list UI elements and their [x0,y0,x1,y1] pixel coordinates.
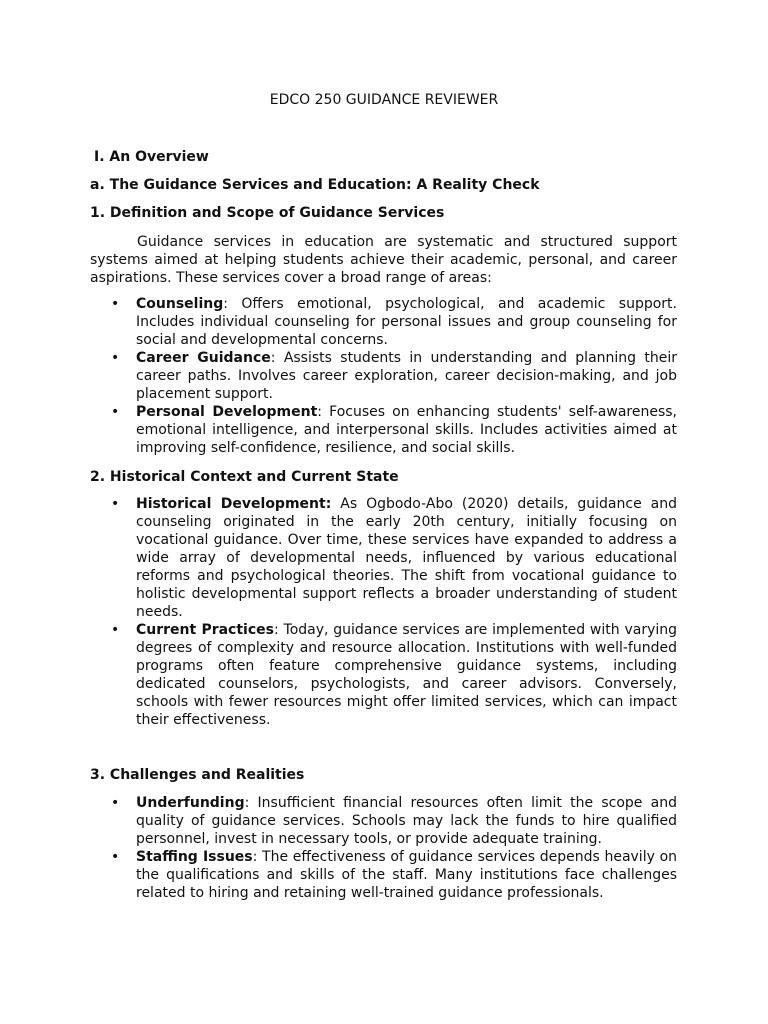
historical-list [90,495,677,729]
bullet-icon: • [111,496,120,512]
list-item [90,403,677,457]
item-term: Personal Development [136,404,318,420]
bullet-icon: • [111,404,120,420]
item-term: Staffing Issues [136,849,253,865]
item-text: : Insufficient financial resources often limit the scope and quality of guidance services. Schools may lack the funds to hire qualified personnel, invest in necessary tools, or provide adequate training. [136,795,677,847]
document-title: EDCO 250 GUIDANCE REVIEWER [269,92,499,108]
item-term: Current Practices [136,622,274,638]
bullet-icon: • [111,296,120,312]
list-item [90,848,677,902]
list-item [90,495,677,621]
item-text: : Assists students in understanding and planning their career paths. Involves career exploration, career decision-making, and job placement support. [136,350,677,402]
item-text: : Focuses on enhancing students' self-awareness, emotional intelligence, and interpersonal skills. Includes activities aimed at improving self-confidence, resilience, and social skills. [136,404,677,456]
challenges-list [90,794,677,902]
list-item [90,295,677,349]
section-heading-challenges: 3. Challenges and Realities [90,767,305,783]
item-term: Underfunding [136,795,245,811]
list-item [90,794,677,848]
definition-list [90,295,677,457]
bullet-icon: • [111,350,120,366]
item-term: Career Guidance [136,350,271,366]
item-term: Historical Development: [136,496,332,512]
bullet-icon: • [111,849,120,865]
section-heading-reality-check: a. The Guidance Services and Education: A Reality Check [90,177,540,193]
item-text: : Today, guidance services are implemented with varying degrees of complexity and resource allocation. Institutions with well-funded programs often feature comprehensive guidance systems, including dedicated counselors, psychologists, and career advisors. Conversely, schools with fewer resources might offer limited services, which can impact their effectiveness. [136,622,678,728]
section-heading-overview: I. An Overview [94,149,209,165]
item-term: Counseling [136,296,224,312]
item-text: As Ogbodo-Abo (2020) details, guidance and counseling originated in the early 20th century, initially focusing on vocational guidance. Over time, these services have expanded to address a wide array of developmental needs, influenced by various educational reforms and psychological theories. The shift from vocational guidance to holistic developmental support reflects a broader understanding of student needs. [136,496,677,620]
section-heading-definition: 1. Definition and Scope of Guidance Services [90,205,445,221]
list-item [90,349,677,403]
section-heading-historical: 2. Historical Context and Current State [90,469,399,485]
list-item [90,621,677,729]
item-text: : Offers emotional, psychological, and academic support. Includes individual counseling for personal issues and group counseling for social and developmental concerns. [136,296,677,348]
bullet-icon: • [111,795,120,811]
bullet-icon: • [111,622,120,638]
definition-paragraph: Guidance services in education are systematic and structured support systems aimed at helping students achieve their academic, personal, and career aspirations. These services cover a broad range of areas: [90,234,677,286]
item-text: : The effectiveness of guidance services depends heavily on the qualifications and skills of the staff. Many institutions face challenges related to hiring and retaining well-trained guidance professionals. [136,849,678,901]
